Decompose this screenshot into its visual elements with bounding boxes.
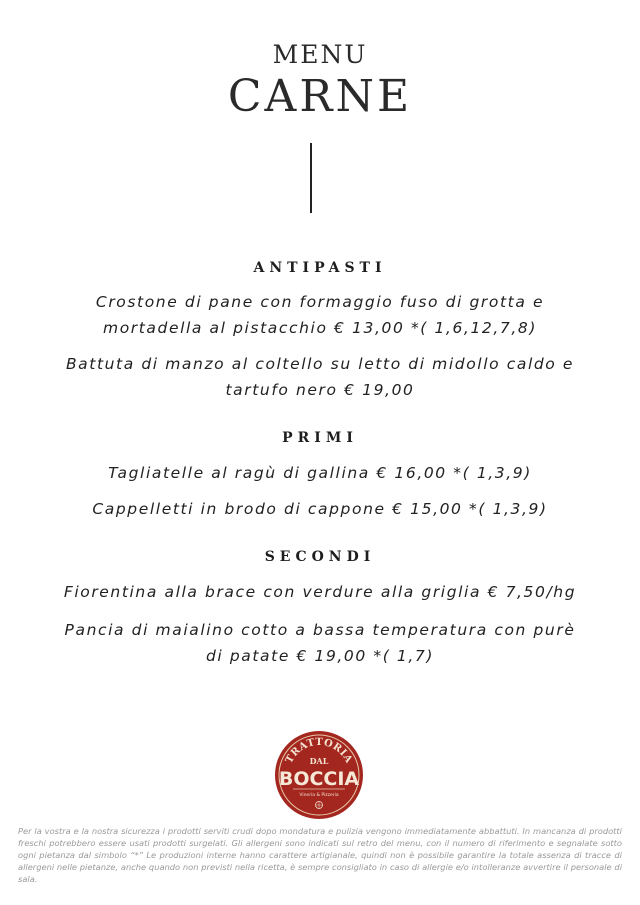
dish-line: Tagliatelle al ragù di gallina € 16,00 *( 1,3,9)	[108, 464, 532, 482]
trattoria-logo	[273, 729, 365, 821]
logo-middle-text: DAL	[309, 756, 329, 766]
allergen-disclaimer: Per la vostra e la nostra sicurezza i prodotti serviti crudi dopo mondatura e pulizia vengono immediatamente abbattuti. In mancanza di prodotti freschi potrebbero essere usati prodotti surgelati. Gli allergeni sono indicati sul retro del menu, con il numero di riferimento e segnalate sotto ogni pietanza dal simbolo “*” Le produzioni interne hanno carattere artigianale, quindi non è possibile garantire la totale assenza di tracce di allergeni nelle pietanze, anche quando non previsti nella ricetta, è sempre consigliato in caso di allergie e/o intolleranze avvertire il personale di sala.	[18, 826, 622, 884]
section-title-primi: PRIMI	[282, 430, 358, 446]
section-title-secondi: SECONDI	[264, 549, 376, 565]
logo-top-text: TRATTORIA	[283, 736, 355, 766]
dish-crostone	[40, 289, 600, 341]
dish-fiorentina	[40, 579, 600, 605]
logo-main-text: BOCCIA	[278, 768, 360, 790]
dish-pancia	[40, 617, 600, 669]
vertical-divider	[310, 143, 312, 213]
section-title-antipasti: ANTIPASTI	[253, 260, 387, 276]
logo-sub-text: Vineria & Pizzeria	[299, 793, 339, 798]
dish-line: Crostone di pane con formaggio fuso di grotta e	[95, 293, 545, 311]
menu-title: CARNE	[227, 71, 413, 122]
dish-tagliatelle	[40, 460, 600, 486]
dish-line: di patate € 19,00 *( 1,7)	[205, 647, 435, 665]
dish-battuta	[40, 351, 600, 403]
dish-line: mortadella al pistacchio € 13,00 *( 1,6,12,7,8)	[103, 319, 537, 337]
dish-line: tartufo nero € 19,00	[225, 381, 415, 399]
dish-cappelletti	[40, 496, 600, 522]
dish-line: Battuta di manzo al coltello su letto di midollo caldo e	[65, 355, 575, 373]
menu-label: MENU	[272, 40, 368, 69]
dish-line: Pancia di maialino cotto a bassa temperatura con purè	[64, 621, 576, 639]
dish-line: Fiorentina alla brace con verdure alla griglia € 7,50/hg	[63, 583, 577, 601]
dish-line: Cappelletti in brodo di cappone € 15,00 *( 1,3,9)	[92, 500, 548, 518]
